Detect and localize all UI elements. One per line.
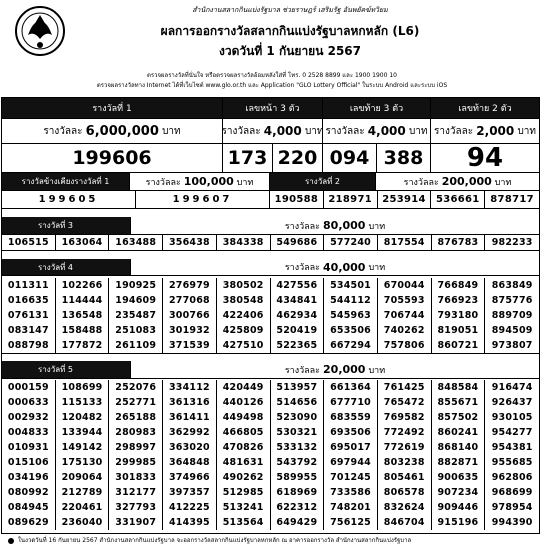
fifth-prize-number: 954381 [491,442,533,453]
fifth-prize-number: 543792 [271,455,325,470]
first-prize-amount: รางวัลละ 6,000,000 บาท [2,119,223,144]
fifth-label: รางวัลที่ 5 [2,361,130,378]
third-prize-number: 384338 [217,235,271,250]
fourth-prize-number: 462934 [271,308,325,323]
fourth-prize-number: 545963 [324,308,378,323]
fifth-prize-number: 968699 [491,487,533,498]
fifth-prize-number: 374966 [163,470,217,485]
fifth-prize-number: 331907 [109,515,163,530]
header-first-prize: รางวัลที่ 1 [2,98,223,119]
third-prize-band [2,217,539,235]
second-label: รางวัลที่ 2 [270,173,376,191]
adjacent-number: 199605 [2,191,136,209]
fifth-prize-number: 916474 [491,382,533,393]
draw-date: งวดวันที่ 1 กันยายน 2567 [219,44,361,58]
fourth-prize-number: 088798 [2,338,56,353]
second-prize-number: 878717 [485,191,539,209]
fifth-prize-number: 449498 [217,410,271,425]
fifth-prize-number: 806578 [378,485,432,500]
fourth-prize-number: 083147 [2,323,56,338]
fifth-prize-number: 832624 [378,500,432,515]
fifth-prize-number: 693506 [324,425,378,440]
fifth-prize-number: 133944 [56,425,110,440]
third-prize-number: 163488 [109,235,163,250]
fourth-prize-number: 740262 [378,323,432,338]
fifth-prize-number: 481631 [217,455,271,470]
front3-number: 220 [273,144,323,173]
fifth-prize-number: 080992 [2,485,56,500]
verify-internet: ตรวจผลรางวัลทาง Internet ได้ที่เว็บไซต์ www.glo.or.th และ Application "GLO Lottery Official" ในระบบ Android และระบบ iOS [96,82,448,89]
fourth-prize-number: 863849 [491,280,533,291]
second-prize-number: 253914 [378,191,432,209]
fourth-prize-number: 261109 [109,338,163,353]
fifth-prize-number: 618969 [271,485,325,500]
fourth-prize-number: 427510 [217,338,271,353]
fourth-prize-number: 427556 [271,278,325,293]
fifth-prize-number: 120482 [56,410,110,425]
fourth-prize-number: 766849 [432,278,486,293]
fifth-prize-number: 000633 [2,395,56,410]
fourth-prize-number: 766923 [432,293,486,308]
fourth-prize-number: 277068 [163,293,217,308]
verify-info [0,71,544,91]
third-prize-number: 549686 [271,235,325,250]
fourth-prize-number: 177872 [56,338,110,353]
fifth-prize-number: 697944 [324,455,378,470]
fifth-prize-number: 312177 [109,485,163,500]
footer-text: ในงวดวันที่ 16 กันยายน 2567 สำนักงานสลากกินแบ่งรัฐบาล จะออกรางวัลสลากกินแบ่งรัฐบาลหกหลัก ณ อาคารออกรางวัล สำนักงานสลากกินแบ่งรัฐบาล [18,537,412,544]
back3-number: 094 [323,144,377,173]
fifth-prize-number: 084945 [2,500,56,515]
adjacent-number: 199607 [136,191,270,209]
fifth-prize-number: 589955 [271,470,325,485]
fifth-prize-number: 530321 [271,425,325,440]
fifth-prize-number: 252771 [109,395,163,410]
fifth-prize-number: 513564 [217,515,271,530]
third-prize-number: 982233 [491,237,533,248]
fourth-prize-number: 114444 [56,293,110,308]
fifth-prize-number: 513241 [217,500,271,515]
fifth-prize-number: 280983 [109,425,163,440]
fifth-prize-number: 962806 [491,472,533,483]
fifth-prize-number: 015106 [2,455,56,470]
fourth-prize-number: 670044 [378,278,432,293]
back2-number: 94 [431,144,539,173]
fifth-prize-number: 466805 [217,425,271,440]
fourth-prize-number: 894509 [491,325,533,336]
fifth-prize-number: 994390 [491,517,533,528]
front3-number: 173 [223,144,273,173]
fourth-prize-number: 653506 [324,323,378,338]
ministry-line: สำนักงานสลากกินแบ่งรัฐบาล ช่วยราษฎร์ เสริมรัฐ อันพยัคฆ์ทวิยม [192,6,388,14]
fourth-prize-number: 380548 [217,293,271,308]
fourth-prize-number: 158488 [56,323,110,338]
fourth-prize-number: 422406 [217,308,271,323]
fourth-prize-number: 875776 [491,295,533,306]
fifth-prize-number: 301833 [109,470,163,485]
header-back3: เลขท้าย 3 ตัว [323,98,431,119]
fifth-prize-number: 000159 [2,380,56,395]
fifth-prize-number: 514656 [271,395,325,410]
fifth-prize-number: 108699 [56,380,110,395]
glo-emblem-icon [14,5,66,57]
fifth-prize-number: 955685 [491,457,533,468]
fourth-prize-number: 300766 [163,308,217,323]
third-amount: รางวัลละ 80,000 บาท [130,217,539,234]
second-prize-number: 190588 [270,191,324,209]
fifth-prize-number: 440126 [217,395,271,410]
fifth-prize-number: 034196 [2,470,56,485]
fourth-prize-band [2,259,539,276]
fifth-prize-number: 252076 [109,380,163,395]
adjacent-second-labels [2,173,539,191]
fifth-prize-number: 756125 [324,515,378,530]
fourth-prize-number: 534501 [324,278,378,293]
fifth-prize-number: 414395 [163,515,217,530]
third-prize-number: 876783 [432,235,486,250]
fourth-prize-number: 194609 [109,293,163,308]
third-prize-number: 356438 [163,235,217,250]
third-prize-number: 577240 [324,235,378,250]
fifth-prize-number: 860241 [432,425,486,440]
fifth-prize-number: 926437 [491,397,533,408]
fifth-prize-number: 364848 [163,455,217,470]
first-amount-value: 6,000,000 [85,123,159,139]
top-prize-amounts [2,119,539,144]
fourth-prize-number: 425809 [217,323,271,338]
fifth-prize-number: 002932 [2,410,56,425]
fifth-prize-number: 470826 [217,440,271,455]
fifth-prize-number: 733586 [324,485,378,500]
fifth-prize-number: 761425 [378,380,432,395]
fifth-prize-number: 533132 [271,440,325,455]
bullet-icon [8,538,14,544]
fourth-prize-number: 011311 [2,278,56,293]
fifth-prize-number: 512985 [217,485,271,500]
verify-phone: ตรวจผลรางวัลที่นั่นใจ หรือตรวจผลรางวัลอ้อมหลังใส่ที่ โทร. 0 2528 8899 และ 1900 1900 10 [147,72,397,79]
fourth-prize-number: 889709 [491,310,533,321]
fifth-prize-number: 175130 [56,455,110,470]
fifth-prize-number: 805461 [378,470,432,485]
fifth-prize-number: 299985 [109,455,163,470]
front3-amount: รางวัลละ 4,000 บาท [223,119,323,144]
fifth-prize-number: 683559 [324,410,378,425]
fifth-prize-number: 900635 [432,470,486,485]
fourth-prize-number: 371539 [163,338,217,353]
fifth-prize-number: 361316 [163,395,217,410]
adjacent-label: รางวัลข้างเคียงรางวัลที่ 1 [2,173,130,191]
fourth-prize-number: 757806 [378,338,432,353]
fifth-prize-number: 361411 [163,410,217,425]
fourth-amount: รางวัลละ 40,000 บาท [130,259,539,275]
fifth-prize-number: 115133 [56,395,110,410]
fifth-amount: รางวัลละ 20,000 บาท [130,361,539,378]
fifth-prize-number: 748201 [324,500,378,515]
adjacent-amount: รางวัลละ 100,000 บาท [130,173,270,191]
fifth-prize-number: 220461 [56,500,110,515]
fourth-prize-number: 190925 [109,278,163,293]
fourth-prize-number: 522365 [271,338,325,353]
fourth-prize-number: 793180 [432,308,486,323]
page-title: ผลการออกรางวัลสลากกินแบ่งรัฐบาลหกหลัก (L6) [160,24,420,38]
fourth-prize-number: 251083 [109,323,163,338]
fourth-prize-number: 860721 [432,338,486,353]
fourth-prize-number: 819051 [432,323,486,338]
third-prize-grid [2,235,539,251]
fourth-prize-number: 667294 [324,338,378,353]
results-board [1,97,540,534]
second-prize-number: 536661 [431,191,485,209]
fourth-prize-number: 380502 [217,278,271,293]
fifth-prize-number: 149142 [56,440,110,455]
fifth-prize-band [2,361,539,379]
fifth-prize-number: 930105 [491,412,533,423]
fifth-prize-number: 513957 [271,380,325,395]
fifth-prize-number: 661364 [324,380,378,395]
third-prize-number: 106515 [2,235,56,250]
fifth-prize-number: 363020 [163,440,217,455]
top-prize-headers [2,98,539,119]
third-prize-number: 817554 [378,235,432,250]
fifth-prize-number: 334112 [163,380,217,395]
fifth-prize-number: 915196 [432,515,486,530]
second-amount: รางวัลละ 200,000 บาท [376,173,539,191]
fifth-prize-number: 846704 [378,515,432,530]
fourth-prize-grid [2,278,539,354]
fifth-prize-number: 868140 [432,440,486,455]
fifth-prize-number: 004833 [2,425,56,440]
fifth-prize-number: 954277 [491,427,533,438]
fourth-label: รางวัลที่ 4 [2,259,130,275]
adjacent-second-numbers [2,191,539,209]
fourth-prize-number: 016635 [2,293,56,308]
fourth-prize-number: 705593 [378,293,432,308]
fourth-prize-number: 301932 [163,323,217,338]
fifth-prize-number: 857502 [432,410,486,425]
fifth-prize-number: 327793 [109,500,163,515]
fourth-prize-number: 276979 [163,278,217,293]
fourth-prize-number: 434841 [271,293,325,308]
fifth-prize-number: 882871 [432,455,486,470]
header-back2: เลขท้าย 2 ตัว [431,98,539,119]
fifth-prize-number: 523090 [271,410,325,425]
fifth-prize-number: 772492 [378,425,432,440]
fifth-prize-number: 212789 [56,485,110,500]
fourth-prize-number: 544112 [324,293,378,308]
fifth-prize-number: 420449 [217,380,271,395]
fifth-prize-number: 412225 [163,500,217,515]
fourth-prize-number: 520419 [271,323,325,338]
fourth-prize-number: 076131 [2,308,56,323]
first-prize-number: 199606 [2,144,223,173]
fifth-prize-number: 236040 [56,515,110,530]
third-label: รางวัลที่ 3 [2,217,130,234]
footer-note [8,535,538,545]
fourth-prize-number: 235487 [109,308,163,323]
fifth-prize-number: 298997 [109,440,163,455]
fifth-prize-number: 803238 [378,455,432,470]
top-prize-numbers [2,144,539,173]
fourth-prize-number: 136548 [56,308,110,323]
fifth-prize-number: 907234 [432,485,486,500]
fifth-prize-number: 848584 [432,380,486,395]
fifth-prize-number: 695017 [324,440,378,455]
fifth-prize-number: 490262 [217,470,271,485]
back2-amount: รางวัลละ 2,000 บาท [431,119,539,144]
back3-amount: รางวัลละ 4,000 บาท [323,119,431,144]
fourth-prize-number: 706744 [378,308,432,323]
fifth-prize-number: 677710 [324,395,378,410]
header [0,0,544,62]
fifth-prize-number: 909446 [432,500,486,515]
fifth-prize-number: 649429 [271,515,325,530]
fifth-prize-number: 397357 [163,485,217,500]
fourth-prize-number: 973807 [491,340,533,351]
fifth-prize-number: 769582 [378,410,432,425]
fifth-prize-number: 765472 [378,395,432,410]
fifth-prize-number: 265188 [109,410,163,425]
fifth-prize-number: 622312 [271,500,325,515]
second-prize-number: 218971 [324,191,378,209]
fifth-prize-number: 772619 [378,440,432,455]
header-front3: เลขหน้า 3 ตัว [223,98,323,119]
fifth-prize-number: 701245 [324,470,378,485]
fifth-prize-number: 855671 [432,395,486,410]
fifth-prize-number: 089629 [2,515,56,530]
third-prize-number: 163064 [56,235,110,250]
fifth-prize-number: 209064 [56,470,110,485]
fourth-prize-number: 102266 [56,278,110,293]
back3-number: 388 [377,144,431,173]
fifth-prize-number: 978954 [491,502,533,513]
fifth-prize-number: 362992 [163,425,217,440]
fifth-prize-number: 010931 [2,440,56,455]
fifth-prize-grid [2,380,539,530]
